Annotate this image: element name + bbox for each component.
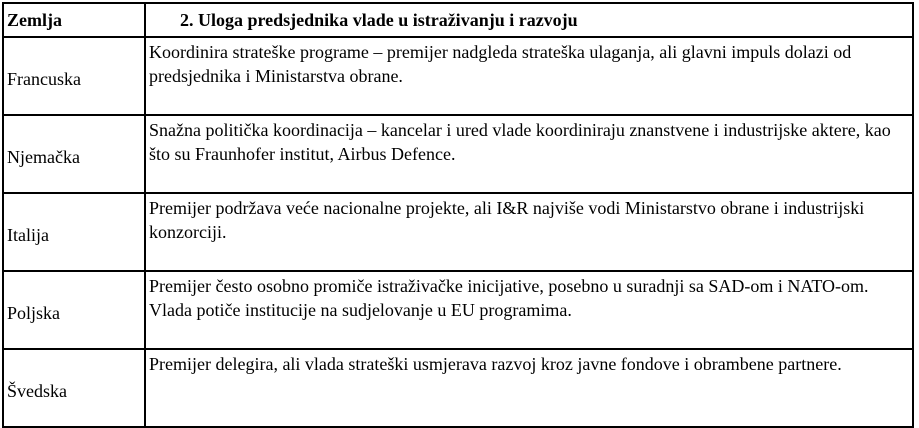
- table-header-row: [3, 3, 913, 37]
- country-cell: Njemačka: [3, 115, 145, 193]
- description-cell: Snažna politička koordinacija – kancelar i ured vlade koordiniraju znanstvene i industrijske aktere, kao što su Fraunhofer institut, Airbus Defence.: [145, 115, 913, 193]
- country-cell: Švedska: [3, 349, 145, 427]
- table-row: [3, 37, 913, 115]
- comparison-table: [2, 2, 914, 428]
- header-country: Zemlja: [3, 3, 145, 37]
- country-cell: Poljska: [3, 271, 145, 349]
- description-cell: Koordinira strateške programe – premijer nadgleda strateška ulaganja, ali glavni impuls dolazi od predsjednika i Ministarstva obrane.: [145, 37, 913, 115]
- description-cell: Premijer često osobno promiče istraživačke inicijative, posebno u suradnji sa SAD-om i NATO-om. Vlada potiče institucije na sudjelovanje u EU programima.: [145, 271, 913, 349]
- table-row: [3, 271, 913, 349]
- description-cell: Premijer delegira, ali vlada strateški usmjerava razvoj kroz javne fondove i obrambene partnere.: [145, 349, 913, 427]
- description-cell: Premijer podržava veće nacionalne projekte, ali I&R najviše vodi Ministarstvo obrane i industrijski konzorciji.: [145, 193, 913, 271]
- table-row: [3, 115, 913, 193]
- table-row: [3, 349, 913, 427]
- country-cell: Italija: [3, 193, 145, 271]
- country-cell: Francuska: [3, 37, 145, 115]
- table-row: [3, 193, 913, 271]
- document-table-container: [2, 2, 912, 428]
- header-pm-role: 2. Uloga predsjednika vlade u istraživanju i razvoju: [145, 3, 913, 37]
